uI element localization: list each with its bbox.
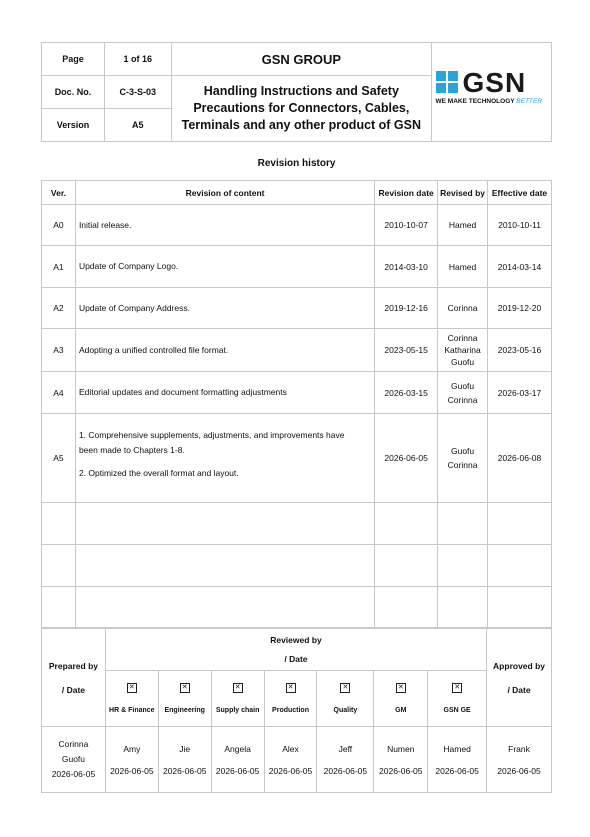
table-row [42, 246, 552, 288]
checkbox-icon[interactable] [340, 683, 350, 693]
checkbox-icon[interactable] [233, 683, 243, 693]
rev-effective: 2014-03-14 [488, 246, 552, 288]
rev-ver: A1 [42, 246, 76, 288]
checkbox-icon[interactable] [396, 683, 406, 693]
tagline-main: WE MAKE TECHNOLOGY [435, 98, 515, 105]
version-value: A5 [104, 109, 171, 142]
reviewer-cell: Jie 2026-06-05 [158, 727, 211, 793]
signoff-table [41, 628, 552, 793]
dept-cell: ✕ Supply chain [211, 671, 264, 727]
dept-cell: ✕ GSN GE [428, 671, 487, 727]
reviewer-cell: Jeff 2026-06-05 [317, 727, 374, 793]
rev-ver: A4 [42, 372, 76, 414]
table-row-empty [42, 545, 552, 587]
table-row-empty [42, 503, 552, 545]
company-name: GSN GROUP [171, 43, 431, 76]
document-title: Handling Instructions and Safety Precautions for Connectors, Cables, Terminals and any other product of GSN [171, 76, 431, 142]
col-by: Revised by [438, 181, 488, 205]
col-date: Revision date [375, 181, 438, 205]
rev-content: Update of Company Address. [75, 288, 374, 329]
revision-header-row [42, 181, 552, 205]
table-row [42, 414, 552, 503]
rev-by: Corinna Katharina Guofu [438, 329, 488, 372]
rev-date: 2023-05-15 [375, 329, 438, 372]
reviewer-cell: Amy 2026-06-05 [105, 727, 158, 793]
rev-effective: 2026-03-17 [488, 372, 552, 414]
rev-by: Guofu Corinna [438, 372, 488, 414]
rev-content: Update of Company Logo. [75, 246, 374, 288]
logo-cell [432, 43, 552, 142]
checkbox-icon[interactable] [286, 683, 296, 693]
version-label: Version [42, 109, 105, 142]
table-row [42, 372, 552, 414]
table-row-empty [42, 587, 552, 628]
rev-effective: 2010-10-11 [488, 205, 552, 246]
reviewer-cell: Alex 2026-06-05 [264, 727, 317, 793]
rev-content: 1. Comprehensive supplements, adjustments, and improvements have been made to Chapters 1-8. 2. Optimized the overall format and layout. [75, 414, 374, 503]
rev-date: 2026-03-15 [375, 372, 438, 414]
logo-text: GSN [462, 67, 527, 98]
rev-date: 2014-03-10 [375, 246, 438, 288]
table-row [42, 329, 552, 372]
dept-cell: ✕ HR & Finance [105, 671, 158, 727]
reviewer-cell: Angela 2026-06-05 [211, 727, 264, 793]
dept-cell: ✕ Engineering [158, 671, 211, 727]
dept-cell: ✕ Production [264, 671, 317, 727]
rev-ver: A5 [42, 414, 76, 503]
revision-table [41, 180, 552, 628]
reviewed-by-label: Reviewed by / Date [105, 629, 486, 671]
rev-ver: A0 [42, 205, 76, 246]
document-header [41, 42, 552, 142]
col-effective: Effective date [488, 181, 552, 205]
rev-effective: 2019-12-20 [488, 288, 552, 329]
rev-by: Guofu Corinna [438, 414, 488, 503]
rev-ver: A2 [42, 288, 76, 329]
rev-effective: 2023-05-16 [488, 329, 552, 372]
signature-row [42, 727, 552, 793]
table-row [42, 288, 552, 329]
checkbox-icon[interactable] [180, 683, 190, 693]
department-row [42, 671, 552, 727]
reviewer-cell: Hamed 2026-06-05 [428, 727, 487, 793]
rev-content: Editorial updates and document formatting adjustments [75, 372, 374, 414]
rev-by: Corinna [438, 288, 488, 329]
rev-date: 2010-10-07 [375, 205, 438, 246]
dept-cell: ✕ GM [374, 671, 428, 727]
approved-by-label: Approved by / Date [487, 629, 552, 727]
rev-ver: A3 [42, 329, 76, 372]
rev-effective: 2026-06-08 [488, 414, 552, 503]
tagline-accent: BETTER [516, 98, 542, 105]
prepared-by-label: Prepared by / Date [42, 629, 106, 727]
preparer-cell: Corinna Guofu 2026-06-05 [42, 727, 106, 793]
approver-cell: Frank 2026-06-05 [487, 727, 552, 793]
table-row [42, 205, 552, 246]
checkbox-icon[interactable] [452, 683, 462, 693]
rev-date: 2026-06-05 [375, 414, 438, 503]
rev-by: Hamed [438, 246, 488, 288]
doc-no-label: Doc. No. [42, 76, 105, 109]
page-value: 1 of 16 [104, 43, 171, 76]
col-ver: Ver. [42, 181, 76, 205]
rev-by: Hamed [438, 205, 488, 246]
rev-date: 2019-12-16 [375, 288, 438, 329]
col-content: Revision of content [75, 181, 374, 205]
checkbox-icon[interactable] [127, 683, 137, 693]
page-label: Page [42, 43, 105, 76]
reviewer-cell: Numen 2026-06-05 [374, 727, 428, 793]
gsn-logo [435, 67, 548, 111]
rev-content: Initial release. [75, 205, 374, 246]
revision-history-title: Revision history [257, 158, 336, 169]
rev-content: Adopting a unified controlled file format. [75, 329, 374, 372]
doc-no-value: C-3-S-03 [104, 76, 171, 109]
dept-cell: ✕ Quality [317, 671, 374, 727]
